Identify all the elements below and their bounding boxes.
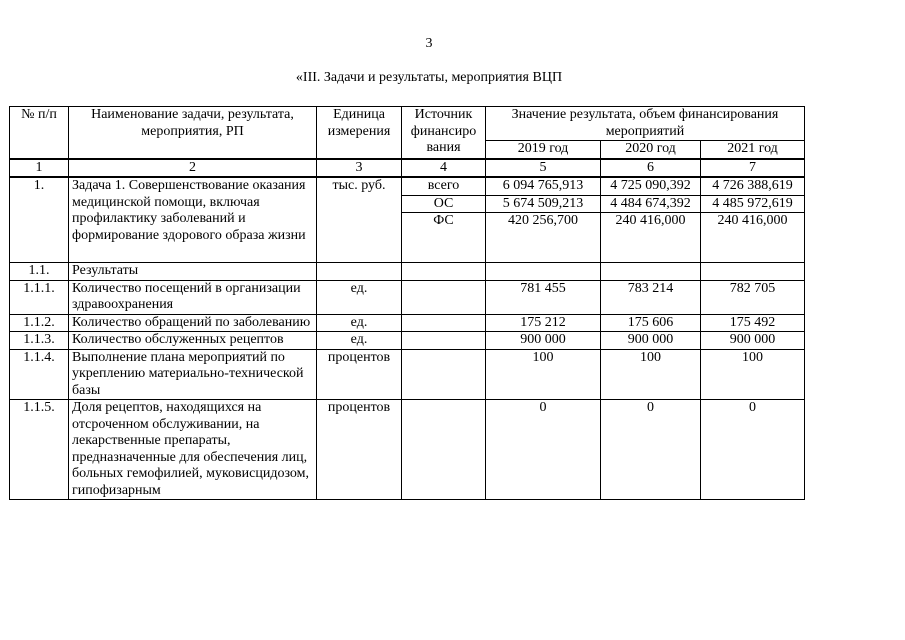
row-num: 1.1.3. — [10, 332, 69, 350]
row-source — [402, 349, 486, 400]
row-unit: процентов — [317, 349, 402, 400]
row-num: 1.1.4. — [10, 349, 69, 400]
table-row — [10, 280, 805, 314]
row-source — [402, 314, 486, 332]
task-value: 420 256,700 — [486, 213, 601, 263]
row-value: 782 705 — [701, 280, 805, 314]
row-name: Доля рецептов, находящихся на отсроченном обслуживании, на лекарственные препараты, предназначенные для обеспечения лиц, больных гемофилией, муковисцидозом, гипофизарным — [69, 400, 317, 500]
col-number: 6 — [601, 159, 701, 178]
header-2020: 2020 год — [601, 141, 701, 159]
table-row — [10, 332, 805, 350]
row-value: 783 214 — [601, 280, 701, 314]
row-value: 781 455 — [486, 280, 601, 314]
row-value: 175 212 — [486, 314, 601, 332]
row-value: 100 — [601, 349, 701, 400]
row-value: 175 606 — [601, 314, 701, 332]
task-unit: тыс. руб. — [317, 177, 402, 263]
empty-cell — [486, 263, 601, 281]
table-row — [10, 314, 805, 332]
row-unit: ед. — [317, 332, 402, 350]
col-number: 4 — [402, 159, 486, 178]
results-label: Результаты — [69, 263, 317, 281]
row-name: Количество обращений по заболеванию — [69, 314, 317, 332]
row-unit: процентов — [317, 400, 402, 500]
results-num: 1.1. — [10, 263, 69, 281]
task-value: 240 416,000 — [601, 213, 701, 263]
header-value-group: Значение результата, объем финансирования мероприятий — [486, 107, 805, 141]
task-value: 4 485 972,619 — [701, 195, 805, 213]
empty-cell — [402, 263, 486, 281]
row-source — [402, 280, 486, 314]
task-source: всего — [402, 177, 486, 195]
header-2021: 2021 год — [701, 141, 805, 159]
row-value: 100 — [486, 349, 601, 400]
col-number: 3 — [317, 159, 402, 178]
task-value: 5 674 509,213 — [486, 195, 601, 213]
task-value: 4 726 388,619 — [701, 177, 805, 195]
row-source — [402, 400, 486, 500]
header-unit: Единица измерения — [317, 107, 402, 159]
task-value: 4 484 674,392 — [601, 195, 701, 213]
task-value: 240 416,000 — [701, 213, 805, 263]
task-num: 1. — [10, 177, 69, 263]
row-name: Количество обслуженных рецептов — [69, 332, 317, 350]
column-numbers-row — [10, 159, 805, 178]
header-name: Наименование задачи, результата, мероприятия, РП — [69, 107, 317, 159]
header-2019: 2019 год — [486, 141, 601, 159]
results-header-row — [10, 263, 805, 281]
header-num: № п/п — [10, 107, 69, 159]
col-number: 2 — [69, 159, 317, 178]
row-value: 900 000 — [601, 332, 701, 350]
row-source — [402, 332, 486, 350]
table-row — [10, 349, 805, 400]
section-title: «III. Задачи и результаты, мероприятия ВЦП — [295, 70, 563, 85]
row-num: 1.1.5. — [10, 400, 69, 500]
task-source: ОС — [402, 195, 486, 213]
empty-cell — [701, 263, 805, 281]
task-source: ФС — [402, 213, 486, 263]
row-value: 0 — [701, 400, 805, 500]
row-name: Количество посещений в организации здравоохранения — [69, 280, 317, 314]
row-value: 175 492 — [701, 314, 805, 332]
page-number: 3 — [425, 36, 433, 51]
header-source: Источник финансиро вания — [402, 107, 486, 159]
task-name: Задача 1. Совершенствование оказания медицинской помощи, включая профилактику заболеваний и формирование здорового образа жизни — [69, 177, 317, 263]
row-value: 900 000 — [701, 332, 805, 350]
empty-cell — [601, 263, 701, 281]
row-value: 900 000 — [486, 332, 601, 350]
table-row — [10, 400, 805, 500]
row-num: 1.1.2. — [10, 314, 69, 332]
row-num: 1.1.1. — [10, 280, 69, 314]
col-number: 5 — [486, 159, 601, 178]
results-table — [9, 106, 805, 500]
empty-cell — [317, 263, 402, 281]
col-number: 1 — [10, 159, 69, 178]
task-row — [10, 177, 805, 195]
row-value: 0 — [486, 400, 601, 500]
row-unit: ед. — [317, 314, 402, 332]
header-row — [10, 107, 805, 141]
task-value: 4 725 090,392 — [601, 177, 701, 195]
row-value: 100 — [701, 349, 805, 400]
row-unit: ед. — [317, 280, 402, 314]
task-value: 6 094 765,913 — [486, 177, 601, 195]
row-value: 0 — [601, 400, 701, 500]
col-number: 7 — [701, 159, 805, 178]
row-name: Выполнение плана мероприятий по укреплению материально-технической базы — [69, 349, 317, 400]
